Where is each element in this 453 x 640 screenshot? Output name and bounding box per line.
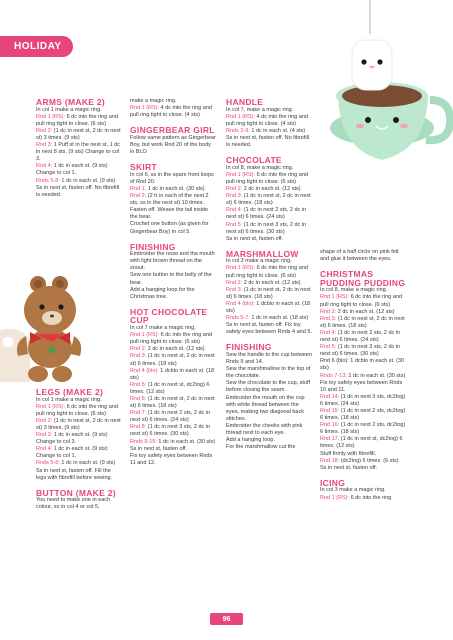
pattern-line (36, 446, 122, 460)
round-label: Rnd 8: (130, 424, 147, 431)
instruction-text: 6 dc into the ring and pull ring tight to close. (6 sts) (226, 265, 308, 279)
pattern-line (226, 165, 312, 172)
instruction-text: Ss in next st, fasten off. No fibrefill is needed. (36, 184, 120, 198)
instruction-text: Rnd 6 (blo): 1 dcblo in each st. (30 sts) (320, 358, 405, 372)
round-label: Rnd 7: (130, 410, 147, 417)
pattern-line (130, 453, 216, 467)
section-heading: LEGS (MAKE 2) (36, 387, 104, 397)
instruction-text: (1 dc in next 2 sts, 2 dc in next st) 6 times. (24 sts) (320, 329, 401, 344)
pattern-line (320, 344, 406, 358)
instruction-text: In col 3 make a magic ring. (226, 258, 292, 265)
section-tab-label: HOLIDAY (14, 41, 62, 52)
pattern-line (36, 432, 122, 446)
instruction-text: Sew one button to the belly of the bear. (130, 272, 212, 286)
round-label: Rnd 1 (RS): (130, 332, 160, 339)
pattern-line (320, 422, 406, 436)
instruction-text: 1 dc in each st. (4 sts) (249, 127, 306, 134)
instruction-text: 1 dc in each st. (30 sts) (346, 372, 406, 379)
section-heading: ARMS (MAKE 2) (36, 97, 106, 107)
round-label: Rnd 3: (226, 193, 243, 200)
instruction-text: For the marshmallow cut the (226, 444, 296, 451)
round-label: Rnd 4 (blo): (226, 300, 255, 307)
instruction-text: (1 dc in next st, 2 dc in next st) 6 times. (18 sts) (320, 315, 405, 329)
pattern-line (36, 418, 122, 432)
pattern-line (226, 186, 312, 193)
pattern-line (226, 352, 312, 366)
pattern-line (320, 458, 406, 465)
pattern-line (130, 251, 216, 272)
pattern-line (226, 315, 312, 322)
round-label: Rnd 18: (320, 457, 340, 464)
pattern-line (320, 249, 406, 263)
instruction-text: Ss in next st, fasten off. (226, 235, 284, 242)
round-label: Rnd 2: (130, 346, 147, 353)
instruction-text: 4 dc into the ring and pull ring tight to close. (4 sts) (226, 113, 308, 127)
pattern-line (226, 280, 312, 287)
pattern-line (226, 437, 312, 444)
instruction-text: 2 dc in each st. (12 sts) (146, 346, 205, 353)
section-heading: FINISHING (226, 342, 272, 353)
instruction-text: 2 dc in each st. (12 sts) (242, 186, 301, 193)
pattern-line (130, 446, 216, 453)
round-label: Rnd 1 (RS): (226, 113, 256, 120)
pattern-line (226, 380, 312, 423)
instruction-text: Ss in next st, fasten off. Fix toy safety eyes between Rnds 4 and 5. (226, 322, 312, 336)
instruction-text: Sew the chocolate to the cup, stuff before closing the seam. Embroider the mouth on the cup with white thread between the eyes, making two diagonal back stitches. (226, 380, 310, 422)
instruction-text: (1 dc in next st, dc2tog) 6 times. (12 sts) (130, 381, 210, 395)
round-label: Rnd 2: (36, 417, 53, 424)
section-heading: SKIRT (130, 162, 157, 173)
instruction-text: In col 1 make a magic ring. (36, 106, 102, 113)
round-label: Rnd 3: (320, 315, 337, 322)
round-label: Rnd 4 (blo): (130, 367, 159, 374)
pattern-line (130, 353, 216, 367)
pattern-line (320, 316, 406, 330)
round-label: Rnd 3: (226, 286, 243, 293)
round-label: Rnd 4: (36, 163, 53, 170)
pattern-line (320, 408, 406, 422)
pattern-line (130, 346, 216, 353)
column-3 (226, 98, 312, 451)
gingerbear-illustration (0, 270, 82, 382)
pattern-line (320, 451, 406, 458)
pattern-line (226, 193, 312, 207)
instruction-text: 1 dc in each st. (9 sts) Change to col 1. (36, 163, 108, 177)
pattern-line (226, 322, 312, 336)
instruction-text: (1 dc in next st, 2 dc in next st) 3 times. (9 sts) (36, 127, 121, 141)
pattern-line (36, 178, 122, 185)
pattern-line (320, 309, 406, 316)
instruction-text: In col 7 make a magic ring. (130, 325, 196, 332)
round-label: Rnd 1 (RS): (226, 171, 256, 178)
pattern-line (130, 272, 216, 286)
instruction-text: (1 dc in next 2 sts, dc2tog) 6 times. (18 sts) (320, 422, 406, 436)
instruction-text: 1 dcblo in each st. (18 sts) (130, 367, 215, 381)
instruction-text: (dc2tog) 6 times. (6 sts) (339, 457, 399, 464)
pattern-line (130, 396, 216, 410)
hot-chocolate-cup-illustration (318, 0, 453, 205)
pattern-line (130, 172, 216, 186)
round-label: Rnd 3: (36, 142, 53, 149)
instruction-text: shape of a half circle on pink felt and glue it between the eyes. (320, 249, 399, 263)
section-heading: ICING (320, 477, 346, 488)
round-label: Rnd 2: (226, 279, 243, 286)
instruction-text: Fix toy safety eyes between Rnds 10 and 11. (320, 379, 403, 393)
round-label: Rnd 17: (320, 436, 340, 443)
pattern-line (320, 487, 406, 494)
pattern-line (226, 135, 312, 149)
gingerbear-photo (0, 270, 82, 382)
round-label: Rnd 5: (226, 221, 243, 228)
pattern-line (320, 294, 406, 308)
instruction-text: 1 dcblo in each st. (18 sts) (226, 300, 311, 315)
pattern-line (226, 114, 312, 128)
instruction-text: 1 dc in each st. (9 sts) Change to col 1. (36, 446, 108, 460)
instruction-text: Sew the marshmallow to the top of the chocolate. (226, 366, 311, 380)
instruction-text: (2 tr in each of the next 2 sts, ss in the next st) 10 times. Fasten off. Weave the tail inside the bear. (130, 193, 209, 221)
round-label: Rnd 15: (320, 407, 340, 414)
pattern-line (226, 172, 312, 186)
pattern-line (320, 495, 406, 502)
column-4 (320, 249, 406, 502)
round-label: Rnd 1 (RS): (320, 294, 350, 301)
pattern-line (226, 107, 312, 114)
instruction-text: In col 7, make a magic ring. (226, 106, 294, 113)
pattern-line (36, 128, 122, 142)
instruction-text: Add a hanging loop for the Christmas tree. (130, 286, 195, 300)
pattern-line (320, 380, 406, 394)
section-heading: FINISHING (130, 241, 176, 252)
instruction-text: Fix toy safety eyes between Rnds 11 and 12. (130, 452, 213, 466)
instruction-text: (1 dc in next 3 sts, 2 dc in next st) 6 times. (30 sts) (226, 221, 307, 235)
instruction-text: 6 dc into the ring and pull ring tight to close. (6 sts) (130, 332, 212, 346)
pattern-line (36, 114, 122, 128)
instruction-text: 4 dc into the ring and pull ring tight to close. (4 sts) (130, 105, 212, 119)
section-heading: MARSHMALLOW (226, 248, 299, 259)
instruction-text: 6 dc into the ring and pull ring tight to close. (6 sts) (36, 403, 118, 417)
instruction-text: Stuff firmly with fibrefill. (320, 450, 377, 457)
pattern-line (320, 394, 406, 408)
instruction-text: Add a hanging loop. (226, 437, 275, 444)
pattern-line (130, 410, 216, 424)
round-label: Rnd 16: (320, 422, 340, 429)
pattern-line (36, 107, 122, 114)
pattern-line (226, 423, 312, 437)
column-1-bottom (36, 388, 122, 512)
pattern-line (36, 460, 122, 467)
section-tab (0, 36, 73, 57)
round-label: Rnd 2: (130, 193, 147, 200)
pattern-line (130, 332, 216, 346)
instruction-text: In col 3 make a magic ring. (320, 487, 386, 494)
pattern-line (36, 497, 122, 511)
instruction-text: 2 dc in each st. (12 sts) (242, 279, 301, 286)
pattern-line (130, 368, 216, 382)
instruction-text: Embroider the nose and the mouth with light brown thread on the snout. (130, 251, 215, 272)
instruction-text: (1 dc in next st, 2 dc in next st) 6 times. (18 sts) (130, 353, 215, 367)
pattern-line (130, 98, 216, 105)
instruction-text: Follow same pattern as Gingerbear Boy, but work Rnd 20 of the body in BLO (130, 134, 216, 156)
round-label: Rnd 4: (226, 207, 243, 214)
instruction-text: (1 dc in next 3 sts, 2 dc in next st) 6 times. (30 sts) (320, 344, 401, 358)
column-2 (130, 98, 216, 467)
hot-chocolate-cup-photo (318, 0, 453, 205)
instruction-text: (1 dc in next st, 2 dc in next st) 3 times. (9 sts) (36, 417, 121, 431)
round-label: Rnds 9-15: (130, 438, 157, 445)
round-label: Rnd 14: (320, 393, 340, 400)
pattern-line (130, 382, 216, 396)
instruction-text: In col 8, make a magic ring. (320, 287, 388, 294)
pattern-line (36, 163, 122, 177)
round-label: Rnd 1 (RS): (320, 494, 350, 501)
round-label: Rnds 7-13: (320, 372, 347, 379)
round-label: Rnds 5-8: (36, 460, 60, 467)
instruction-text: (1 dc in next st, 2 dc in next st) 6 times. (18 sts) (226, 193, 311, 207)
instruction-text: 2 dc in each st. (12 sts) (336, 308, 395, 315)
section-heading: GINGERBEAR GIRL (130, 125, 215, 136)
instruction-text: (1 dc in next st, dc2tog) 6 times. (12 sts) (320, 436, 403, 450)
instruction-text: (1 dc in next 2 sts, 2 dc in next st) 6 times. (24 sts) (130, 410, 211, 424)
pattern-line (320, 330, 406, 344)
instruction-text: 1 Puff st in the next st, 1 dc in next 8 sts. (9 sts) Change to col 3. (36, 142, 120, 163)
round-label: Rnd 2: (226, 186, 243, 193)
instruction-text: Ss in next st, fasten off. No fibrefill is needed. (226, 134, 310, 149)
pattern-line (130, 105, 216, 119)
pattern-line (226, 258, 312, 265)
pattern-line (36, 185, 122, 199)
pattern-line (36, 397, 122, 404)
instruction-text: Ss in next st, fasten off. Fill the legs with fibrefill before sewing. (36, 467, 113, 481)
pattern-line (36, 404, 122, 418)
round-label: Rnds 2-9: (226, 127, 250, 134)
round-label: Rnd 1: (130, 185, 147, 192)
pattern-line (226, 207, 312, 221)
instruction-text: 6 dc into the ring and pull ring tight to close. (6 sts) (226, 171, 308, 185)
round-label: Rnd 6: (130, 395, 147, 402)
instruction-text: Embroider the cheeks with pink thread next to each eye. (226, 422, 303, 437)
pattern-line (226, 265, 312, 279)
instruction-text: 1 dc in each st. (30 sts) (146, 185, 205, 192)
instruction-text: In col 6, ss in the spare front loops of Rnd 20. (130, 171, 214, 185)
pattern-line (226, 366, 312, 380)
pattern-line (320, 373, 406, 380)
pattern-line (320, 436, 406, 450)
pattern-line (226, 444, 312, 451)
instruction-text: 6 dc into the ring (349, 494, 392, 501)
round-label: Rnd 1 (RS): (226, 265, 256, 272)
round-label: Rnd 5: (320, 344, 337, 351)
instruction-text: make a magic ring. (130, 98, 177, 104)
round-label: Rnd 1 (RS): (36, 403, 66, 410)
round-label: Rnds 5-7: (226, 315, 250, 322)
pattern-line (130, 325, 216, 332)
instruction-text: 1 dc in each st. (9 sts) (59, 177, 116, 184)
pattern-line (130, 193, 216, 221)
pattern-line (320, 465, 406, 472)
round-label: Rnd 2: (320, 308, 337, 315)
pattern-line (320, 287, 406, 294)
pattern-line (130, 186, 216, 193)
page-number (210, 613, 243, 625)
round-label: Rnd 3: (130, 353, 147, 360)
round-label: Rnd 1 (RS): (130, 105, 160, 112)
pattern-line (226, 128, 312, 135)
round-label: Rnd 4: (36, 446, 53, 453)
instruction-text: (1 dc in next st, 2 dc in next st) 6 times. (18 sts) (130, 395, 215, 410)
instruction-text: 1 dc in each st. (9 sts) (59, 460, 116, 467)
pattern-line (130, 287, 216, 301)
pattern-line (36, 468, 122, 482)
round-label: Rnd 4: (320, 329, 337, 336)
pattern-line (226, 236, 312, 243)
instruction-text: In col 1 make a magic ring. (36, 396, 102, 403)
column-1-top (36, 98, 122, 199)
pattern-line (130, 135, 216, 156)
instruction-text: (1 dc in next 2 sts, dc2tog) 6 times. (18 sts) (320, 407, 406, 422)
section-heading: HOT CHOCOLATE CUP (130, 306, 208, 326)
section-heading: BUTTON (MAKE 2) (36, 487, 116, 498)
pattern-line (226, 301, 312, 315)
page-number-label: 96 (222, 615, 231, 623)
round-label: Rnd 1 (RS): (36, 113, 66, 120)
instruction-text: (1 dc in next 3 sts, dc2tog) 6 times. (24 sts) (320, 393, 406, 407)
round-label: Rnd 3: (36, 432, 53, 439)
instruction-text: (1 dc in next 2 sts, 2 dc in next st) 6 times. (24 sts) (226, 207, 307, 221)
round-label: Rnd 2: (36, 127, 53, 134)
instruction-text: (1 dc in next st, 2 dc in next st) 6 times. (18 sts) (226, 286, 311, 300)
instruction-text: 1 dc in each st. (30 sts) (156, 438, 216, 445)
round-label: Rnd 5: (130, 381, 147, 388)
instruction-text: 1 dc in each st. (18 sts) (249, 315, 309, 322)
instruction-text: 6 dc into the ring and pull ring tight to close. (6 sts) (36, 113, 118, 127)
pattern-line (130, 221, 216, 235)
round-label: Rnds 5-8: (36, 177, 60, 184)
instruction-text: Crochet one button (as given for Gingerbear Boy) in col 5. (130, 221, 209, 235)
instruction-text: You need to make one in each colour, so in col 4 or col 5, (36, 497, 111, 511)
section-heading: HANDLE (226, 97, 264, 107)
section-heading: CHOCOLATE (226, 155, 282, 166)
pattern-line (226, 287, 312, 301)
section-heading: CHRISTMAS PUDDING PUDDING (320, 269, 406, 288)
pattern-line (130, 424, 216, 438)
instruction-text: Sew the handle to the cup between Rnds 9 and 14. (226, 352, 312, 366)
instruction-text: (1 dc in next 3 sts, 2 dc in next st) 6 times. (30 sts) (130, 424, 211, 438)
instruction-text: Ss in next st, fasten off. (320, 464, 378, 471)
pattern-line (226, 222, 312, 236)
instruction-text: 1 dc in each st. (9 sts) Change to col 3. (36, 432, 108, 446)
pattern-line (320, 358, 406, 372)
instruction-text: In col 8, make a magic ring. (226, 164, 294, 171)
instruction-text: Ss in next st, fasten off. (130, 445, 188, 452)
instruction-text: 6 dc into the ring and pull ring tight to close. (6 sts) (320, 294, 402, 308)
pattern-line (130, 439, 216, 446)
pattern-line (36, 142, 122, 163)
